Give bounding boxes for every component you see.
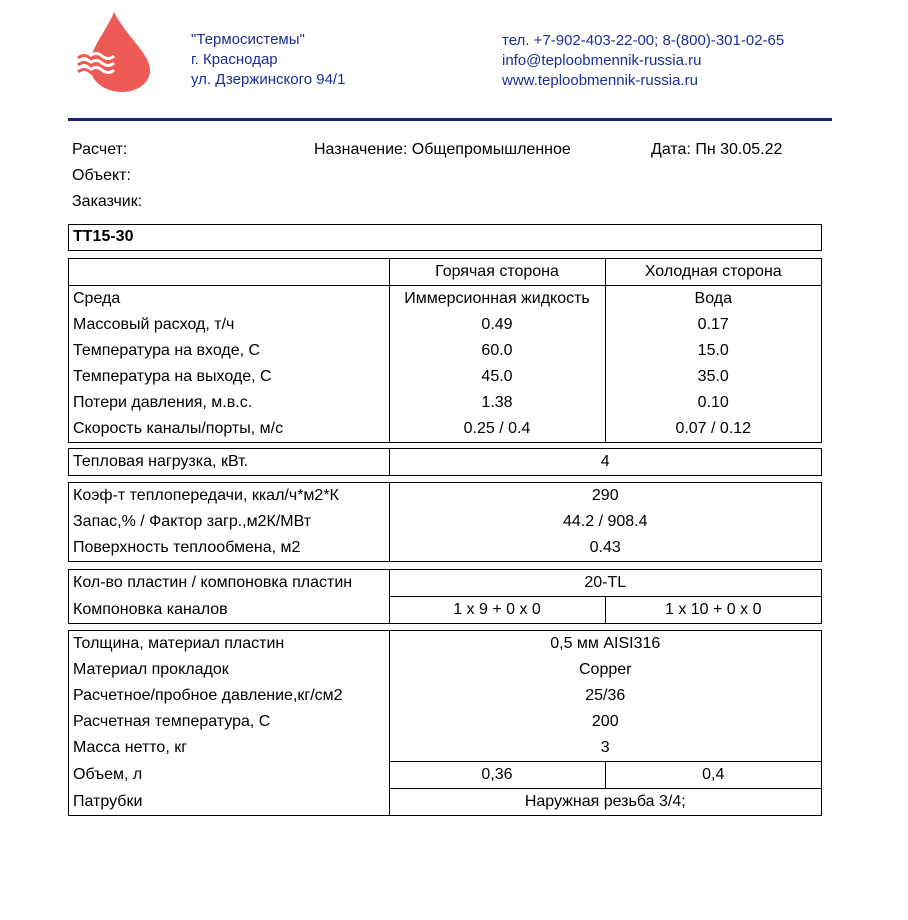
model-box bbox=[68, 224, 822, 251]
company-address: ул. Дзержинского 94/1 bbox=[191, 71, 346, 88]
cold-value: 15.0 bbox=[605, 338, 821, 364]
heat-load-value: 4 bbox=[389, 449, 821, 475]
materials-table bbox=[68, 630, 822, 816]
table-row bbox=[69, 416, 821, 442]
channels-label: Компоновка каналов bbox=[73, 600, 228, 618]
row-label: Температура на входе, С bbox=[73, 342, 261, 359]
contacts-block bbox=[502, 31, 784, 91]
hot-side-header: Горячая сторона bbox=[389, 259, 605, 286]
company-logo-drop-icon bbox=[76, 12, 152, 94]
row-label: Скорость каналы/порты, м/с bbox=[73, 420, 284, 437]
row-value: 3 bbox=[389, 735, 821, 762]
cold-value: 0.10 bbox=[605, 390, 821, 416]
thermal-table bbox=[68, 482, 822, 562]
row-label: Коэф-т теплопередачи, ккал/ч*м2*К bbox=[73, 487, 339, 504]
row-label: Толщина, материал пластин bbox=[73, 635, 285, 652]
plate-count-value: 20-TL bbox=[389, 570, 821, 597]
table-row bbox=[69, 735, 821, 762]
cold-value: Вода bbox=[605, 286, 821, 313]
row-label: Потери давления, м.в.с. bbox=[73, 394, 253, 411]
heat-load-label: Тепловая нагрузка, кВт. bbox=[73, 453, 249, 470]
row-label: Запас,% / Фактор загр.,м2К/МВт bbox=[73, 513, 312, 530]
heat-load-table bbox=[68, 448, 822, 476]
contact-phone: тел. +7-902-403-22-00; 8-(800)-301-02-65 bbox=[502, 32, 785, 49]
table-row bbox=[69, 570, 821, 597]
table-row bbox=[69, 364, 821, 390]
table-row bbox=[69, 657, 821, 683]
plate-count-label: Кол-во пластин / компоновка пластин bbox=[73, 574, 353, 592]
model-name: ТТ15-30 bbox=[73, 228, 134, 245]
cold-value: 35.0 bbox=[605, 364, 821, 390]
hot-value: 60.0 bbox=[389, 338, 605, 364]
row-value: 290 bbox=[389, 483, 821, 509]
hot-value: 45.0 bbox=[389, 364, 605, 390]
customer-label: Заказчик: bbox=[72, 193, 143, 210]
row-label: Массовый расход, т/ч bbox=[73, 316, 235, 333]
row-label: Масса нетто, кг bbox=[73, 739, 188, 757]
nozzles-value: Наружная резьба 3/4; bbox=[389, 789, 821, 816]
cold-value: 0.17 bbox=[605, 312, 821, 338]
calc-label: Расчет: bbox=[72, 141, 128, 158]
nozzles-label: Патрубки bbox=[73, 792, 143, 810]
row-label: Поверхность теплообмена, м2 bbox=[73, 539, 301, 556]
table-row bbox=[69, 762, 821, 789]
volume-hot-value: 0,36 bbox=[389, 762, 605, 789]
row-label: Среда bbox=[73, 290, 121, 307]
object-label: Объект: bbox=[72, 167, 131, 184]
table-row bbox=[69, 683, 821, 709]
sides-header-row bbox=[69, 259, 821, 286]
contact-email[interactable]: info@teploobmennik-russia.ru bbox=[502, 52, 702, 69]
row-value: 25/36 bbox=[389, 683, 821, 709]
channels-cold-value: 1 x 10 + 0 x 0 bbox=[605, 597, 821, 624]
volume-label: Объем, л bbox=[73, 766, 143, 783]
row-value: 0.43 bbox=[389, 535, 821, 561]
hot-value: 0.25 / 0.4 bbox=[389, 416, 605, 442]
table-row bbox=[69, 597, 821, 624]
header-divider bbox=[68, 118, 832, 121]
table-row bbox=[69, 312, 821, 338]
row-value: Copper bbox=[389, 657, 821, 683]
table-row bbox=[69, 286, 821, 313]
company-name: "Термосистемы" bbox=[191, 31, 305, 48]
table-row bbox=[69, 535, 821, 561]
process-table bbox=[68, 258, 822, 443]
table-row bbox=[69, 631, 821, 657]
row-label: Материал прокладок bbox=[73, 661, 229, 678]
purpose-text: Назначение: Общепромышленное bbox=[314, 141, 571, 158]
plates-table bbox=[68, 569, 822, 624]
hot-value: Иммерсионная жидкость bbox=[389, 286, 605, 313]
table-row bbox=[69, 709, 821, 735]
row-label: Температура на выходе, С bbox=[73, 368, 272, 385]
channels-hot-value: 1 x 9 + 0 x 0 bbox=[389, 597, 605, 624]
table-row bbox=[69, 449, 821, 475]
cold-value: 0.07 / 0.12 bbox=[605, 416, 821, 442]
company-city: г. Краснодар bbox=[191, 51, 278, 68]
table-row bbox=[69, 390, 821, 416]
table-row bbox=[69, 483, 821, 509]
hot-value: 0.49 bbox=[389, 312, 605, 338]
table-row bbox=[69, 789, 821, 816]
table-row bbox=[69, 338, 821, 364]
contact-website[interactable]: www.teploobmennik-russia.ru bbox=[502, 72, 698, 89]
company-block bbox=[191, 30, 345, 90]
row-value: 0,5 мм AISI316 bbox=[389, 631, 821, 657]
row-value: 200 bbox=[389, 709, 821, 735]
row-value: 44.2 / 908.4 bbox=[389, 509, 821, 535]
table-row bbox=[69, 509, 821, 535]
hot-value: 1.38 bbox=[389, 390, 605, 416]
date-text: Дата: Пн 30.05.22 bbox=[651, 141, 783, 158]
row-label: Расчетная температура, С bbox=[73, 713, 271, 730]
row-label: Расчетное/пробное давление,кг/см2 bbox=[73, 687, 343, 704]
volume-cold-value: 0,4 bbox=[605, 762, 821, 789]
cold-side-header: Холодная сторона bbox=[605, 259, 821, 286]
